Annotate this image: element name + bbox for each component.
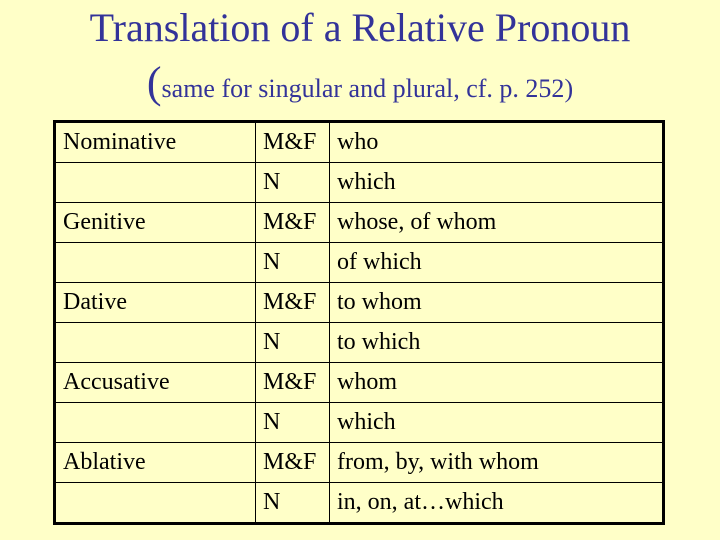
gender-cell: M&F xyxy=(256,283,330,323)
table-row xyxy=(55,122,664,163)
relative-pronoun-table xyxy=(53,120,665,525)
case-cell xyxy=(55,243,256,283)
gender-cell: N xyxy=(256,483,330,524)
table-row xyxy=(55,283,664,323)
table-row xyxy=(55,323,664,363)
gender-cell: M&F xyxy=(256,363,330,403)
gender-cell: M&F xyxy=(256,203,330,243)
subtitle-open-paren: ( xyxy=(146,58,162,107)
translation-cell: which xyxy=(330,403,664,443)
table-row xyxy=(55,403,664,443)
subtitle-text: same for singular and plural, cf. p. 252 xyxy=(161,74,565,103)
table-row xyxy=(55,163,664,203)
gender-cell: N xyxy=(256,163,330,203)
case-cell: Dative xyxy=(55,283,256,323)
translation-cell: in, on, at…which xyxy=(330,483,664,524)
case-cell xyxy=(55,323,256,363)
translation-cell: which xyxy=(330,163,664,203)
gender-cell: M&F xyxy=(256,443,330,483)
gender-cell: N xyxy=(256,403,330,443)
translation-cell: to whom xyxy=(330,283,664,323)
translation-cell: to which xyxy=(330,323,664,363)
table-row xyxy=(55,483,664,524)
case-cell: Accusative xyxy=(55,363,256,403)
translation-cell: of which xyxy=(330,243,664,283)
case-cell xyxy=(55,483,256,524)
gender-cell: N xyxy=(256,323,330,363)
translation-cell: whose, of whom xyxy=(330,203,664,243)
translation-cell: who xyxy=(330,122,664,163)
case-cell xyxy=(55,403,256,443)
case-cell: Nominative xyxy=(55,122,256,163)
gender-cell: M&F xyxy=(256,122,330,163)
slide-title: Translation of a Relative Pronoun xyxy=(89,5,631,50)
table-row xyxy=(55,203,664,243)
table-row xyxy=(55,243,664,283)
case-cell: Genitive xyxy=(55,203,256,243)
table-row xyxy=(55,443,664,483)
case-cell xyxy=(55,163,256,203)
subtitle-close-paren: ) xyxy=(564,74,574,103)
translation-cell: from, by, with whom xyxy=(330,443,664,483)
gender-cell: N xyxy=(256,243,330,283)
table-row xyxy=(55,363,664,403)
case-cell: Ablative xyxy=(55,443,256,483)
translation-cell: whom xyxy=(330,363,664,403)
slide-subtitle xyxy=(0,56,720,120)
